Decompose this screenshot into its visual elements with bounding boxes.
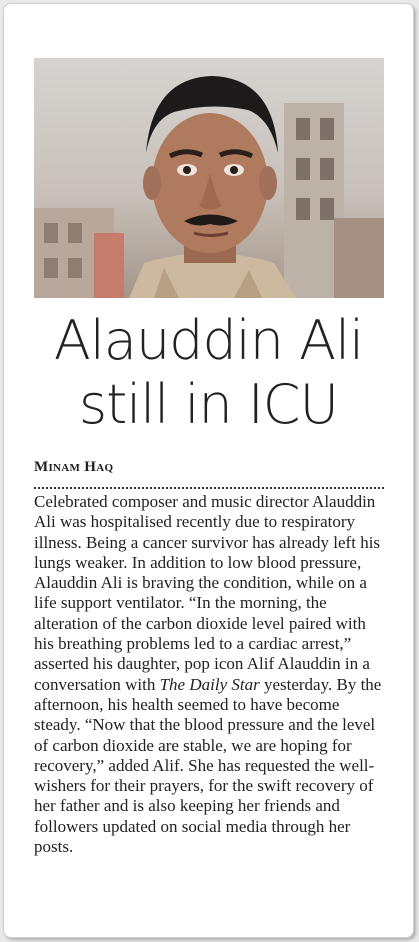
body-text-part-1: Celebrated composer and music director Alauddin Ali was hospitalised recently due to respiratory illness. Being a cancer survivor has already left his lungs weaker. In addition to low blood pressure, Alauddin Ali is braving the condition, while on a life support ventilator. “In the morning, the alteration of the carbon dioxide level paired with his breathing problems led to a cardiac arrest,” asserted his daughter, pop icon Alif Alauddin in a conversation with bbox=[34, 492, 381, 694]
headline-line-2: still in ICU bbox=[78, 373, 339, 436]
headline bbox=[4, 309, 413, 437]
portrait-photo bbox=[34, 58, 384, 298]
publication-name: The Daily Star bbox=[159, 674, 260, 694]
dotted-divider bbox=[34, 487, 384, 489]
byline: Minam Haq bbox=[34, 459, 114, 475]
newspaper-clipping bbox=[3, 3, 414, 938]
article-body bbox=[34, 492, 386, 857]
portrait-illustration bbox=[34, 58, 384, 298]
headline-line-1: Alauddin Ali bbox=[53, 309, 364, 372]
body-text-part-2: yesterday. By the afternoon, his health seemed to have become steady. “Now that the blood pressure and the level of carbon dioxide are stable, we are hoping for recovery,” added Alif. She has requested the well-wishers for their prayers, for the swift recovery of her father and is also keeping her friends and followers updated on social media through her posts. bbox=[34, 674, 382, 857]
